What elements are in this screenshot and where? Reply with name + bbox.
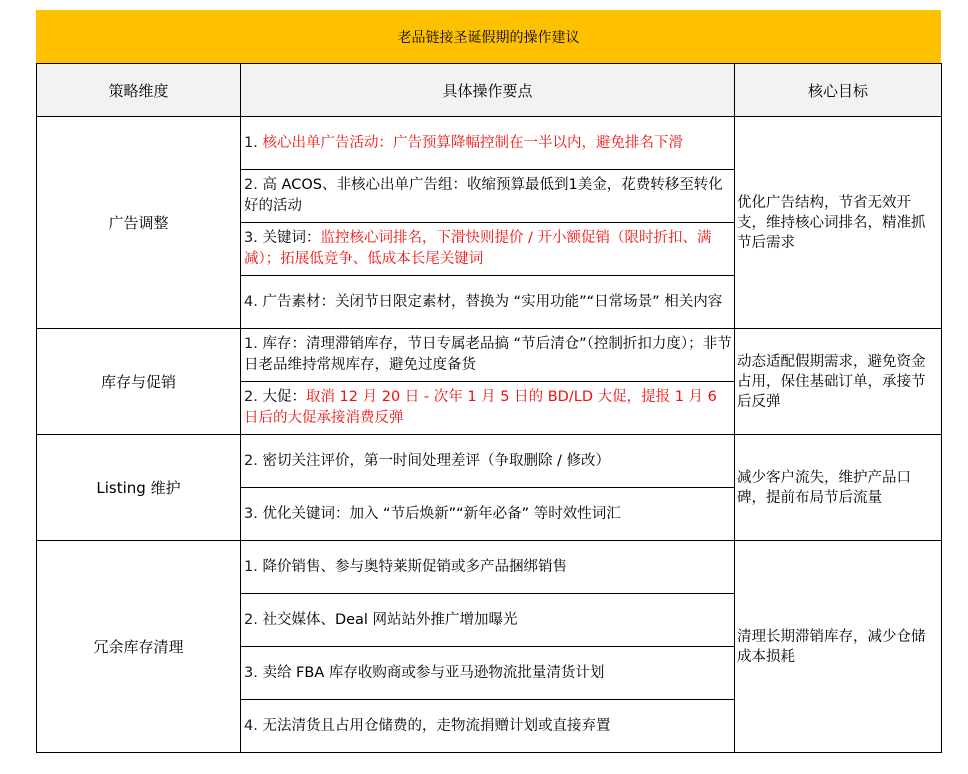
point-number: 2. (244, 389, 258, 405)
point-cell[interactable] (241, 594, 735, 647)
point-text: 无法清货且占用仓储费的，走物流捐赠计划或直接弃置 (262, 717, 611, 734)
table-row (37, 329, 942, 382)
point-number: 3. (244, 664, 258, 681)
point-cell[interactable] (241, 117, 735, 170)
point-cell[interactable] (241, 276, 735, 329)
header-cell-goal[interactable]: 核心目标 (735, 64, 942, 117)
point-number: 2. (244, 611, 258, 628)
spreadsheet-table (36, 10, 941, 753)
dimension-cell[interactable]: 库存与促销 (37, 329, 241, 435)
table-title: 老品链接圣诞假期的操作建议 (397, 29, 580, 46)
point-text: 优化关键词：加入 “节后焕新”“新年必备” 等时效性词汇 (262, 505, 621, 522)
point-cell[interactable] (241, 329, 735, 382)
point-text: 降价销售、参与奥特莱斯促销或多产品捆绑销售 (262, 558, 567, 575)
point-number: 2. (244, 452, 258, 469)
point-text: 核心出单广告活动：广告预算降幅控制在一半以内，避免排名下滑 (262, 134, 683, 151)
point-text: 取消 12 月 20 日 - 次年 1 月 5 日的 BD/LD 大促，提报 1 月 6 日后的大促承接消费反弹 (244, 389, 717, 426)
point-cell[interactable] (241, 541, 735, 594)
table-row (37, 435, 942, 488)
point-cell[interactable] (241, 435, 735, 488)
point-cell[interactable] (241, 700, 735, 753)
point-number: 3. (244, 230, 258, 246)
point-label: 关键词： (262, 230, 321, 246)
point-number: 1. (244, 336, 258, 352)
point-text: 库存：清理滞销库存，节日专属老品搞 “节后清仓”（控制折扣力度）；非节日老品维持常规库存，避免过度备货 (244, 336, 732, 373)
point-number: 4. (244, 717, 258, 734)
point-cell[interactable] (241, 488, 735, 541)
point-number: 3. (244, 505, 258, 522)
goal-cell[interactable]: 优化广告结构，节省无效开支，维持核心词排名，精准抓节后需求 (735, 117, 942, 329)
goal-cell[interactable]: 清理长期滞销库存，减少仓储成本损耗 (735, 541, 942, 753)
goal-cell[interactable]: 减少客户流失，维护产品口碑，提前布局节后流量 (735, 435, 942, 541)
table-row (37, 117, 942, 170)
header-cell-points[interactable]: 具体操作要点 (241, 64, 735, 117)
point-text: 监控核心词排名，下滑快则提价 / 开小额促销（限时折扣、满减）；拓展低竞争、低成本长尾关键词 (244, 230, 712, 267)
goal-cell[interactable]: 动态适配假期需求，避免资金占用，保住基础订单，承接节后反弹 (735, 329, 942, 435)
dimension-cell[interactable]: 广告调整 (37, 117, 241, 329)
point-cell[interactable] (241, 223, 735, 276)
point-text: 高 ACOS、非核心出单广告组：收缩预算最低到1美金，花费转移至转化好的活动 (244, 177, 723, 214)
header-cell-dimension[interactable]: 策略维度 (37, 64, 241, 117)
point-number: 1. (244, 134, 258, 151)
table-row (37, 541, 942, 594)
point-text: 卖给 FBA 库存收购商或参与亚马逊物流批量清货计划 (262, 664, 605, 681)
dimension-cell[interactable]: 冗余库存清理 (37, 541, 241, 753)
point-label: 大促： (262, 389, 306, 405)
point-cell[interactable] (241, 382, 735, 435)
point-number: 4. (244, 293, 258, 310)
point-text: 社交媒体、Deal 网站站外推广增加曝光 (262, 611, 518, 628)
point-cell[interactable] (241, 170, 735, 223)
header-row (37, 64, 942, 117)
point-text: 密切关注评价，第一时间处理差评（争取删除 / 修改） (262, 452, 611, 469)
table-title-banner[interactable] (36, 10, 941, 63)
point-number: 1. (244, 558, 258, 575)
point-number: 2. (244, 177, 258, 193)
point-text: 广告素材：关闭节日限定素材，替换为 “实用功能”“日常场景” 相关内容 (262, 293, 723, 310)
strategy-table (36, 63, 942, 753)
dimension-cell[interactable]: Listing 维护 (37, 435, 241, 541)
point-cell[interactable] (241, 647, 735, 700)
